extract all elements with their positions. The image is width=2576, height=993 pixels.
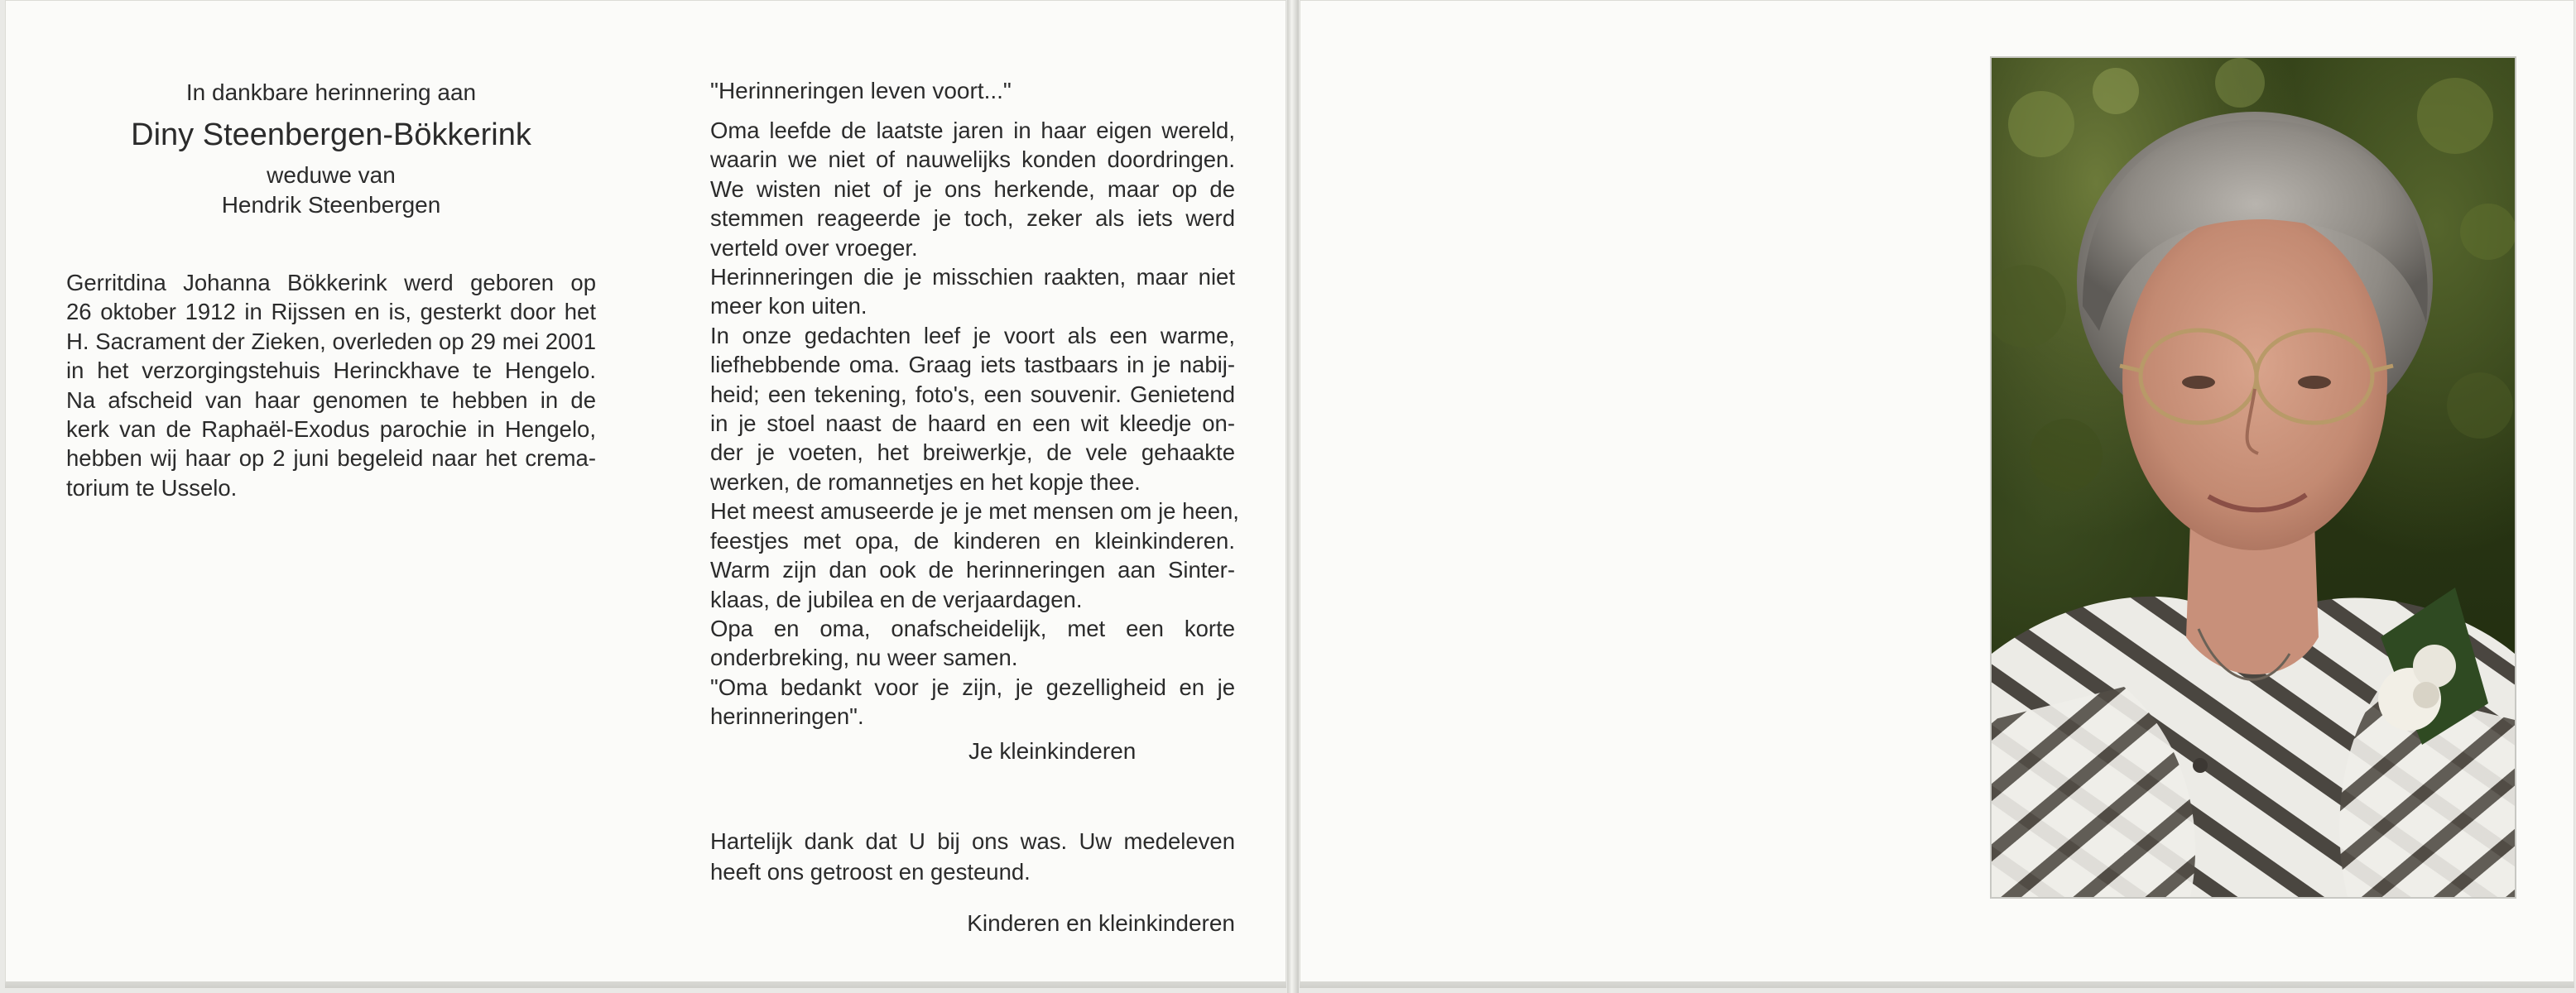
poem-line: der je voeten, het breiwerkje, de vele gehaakte xyxy=(710,439,1235,466)
poem-line: liefhebbende oma. Graag iets tastbaars in je nabij- xyxy=(710,352,1235,378)
poem-line: heid; een tekening, foto's, een souvenir. Genietend xyxy=(710,381,1235,407)
bio-line: kerk van de Raphaël-Exodus parochie in Hengelo, xyxy=(66,416,596,443)
bio-line: in het verzorgingstehuis Herinckhave te Hengelo. xyxy=(66,357,596,384)
bio-line: hebben wij haar op 2 juni begeleid naar het crema- xyxy=(66,445,596,472)
bio-line: Gerritdina Johanna Bökkerink werd geboren op xyxy=(66,270,596,295)
poem-line: Herinneringen die je misschien raakten, maar niet xyxy=(710,264,1235,290)
poem-line: feestjes met opa, de kinderen en kleinkinderen. xyxy=(710,527,1235,554)
poem-line: herinneringen". xyxy=(710,703,864,730)
portrait-photo-icon xyxy=(1990,56,2516,899)
poem-line: in je stoel naast de haard en een wit kleedje on- xyxy=(710,410,1235,437)
poem-line: Warm zijn dan ook de herinneringen aan Sinter- xyxy=(710,557,1235,583)
poem-line: verteld over vroeger. xyxy=(710,234,918,261)
poem-title: "Herinneringen leven voort..." xyxy=(710,78,1012,103)
poem-line: Opa en oma, onafscheidelijk, met een korte xyxy=(710,615,1235,641)
spouse-name: Hendrik Steenbergen xyxy=(221,192,441,218)
thanks-paragraph xyxy=(710,826,1235,887)
poem-text xyxy=(710,116,1239,732)
poem-line: onderbreking, nu weer samen. xyxy=(710,645,1018,671)
intro-text: In dankbare herinnering aan xyxy=(185,79,477,105)
poem-line: "Oma bedankt voor je zijn, je gezelligheid en je xyxy=(710,674,1235,700)
deceased-name: Diny Steenbergen-Bökkerink xyxy=(131,118,531,152)
poem-line: werken, de romannetjes en het kopje thee. xyxy=(710,468,1141,495)
poem-line: We wisten niet of je ons herkende, maar op de xyxy=(710,175,1235,202)
signature-grandchildren: Je kleinkinderen xyxy=(968,737,1137,764)
card-inner-left-page xyxy=(5,0,1286,988)
card-bottom-edge xyxy=(5,981,1286,988)
poem-line: klaas, de jubilea en de verjaardagen. xyxy=(710,586,1083,612)
memorial-heading-column xyxy=(66,76,596,502)
poem-line: In onze gedachten leef je voort als een warme, xyxy=(710,322,1235,348)
card-fold xyxy=(1287,0,1299,993)
poem-line: Het meest amuseerde je je met mensen om je heen, xyxy=(710,498,1239,525)
bio-line: H. Sacrament der Zieken, overleden op 29 mei 2001 xyxy=(66,328,596,354)
poem-line: meer kon uiten. xyxy=(710,293,867,319)
thanks-line: Hartelijk dank dat U bij ons was. Uw medeleven xyxy=(710,828,1235,854)
poem-line: stemmen reageerde je toch, zeker als iets werd xyxy=(710,205,1235,232)
card-bottom-edge xyxy=(1300,981,2574,988)
bio-line: 26 oktober 1912 in Rijssen en is, gesterkt door het xyxy=(66,299,596,325)
thanks-line: heeft ons getroost en gesteund. xyxy=(710,858,1031,885)
poem-line: Oma leefde de laatste jaren in haar eigen wereld, xyxy=(710,118,1235,143)
poem-line: waarin we niet of nauwelijks konden doordringen. xyxy=(710,146,1235,173)
bio-line: torium te Usselo. xyxy=(66,474,238,501)
biography-paragraph xyxy=(66,268,596,502)
widow-label: weduwe van xyxy=(267,162,396,188)
poem-column xyxy=(710,74,1239,938)
bio-line: Na afscheid van haar genomen te hebben in de xyxy=(66,386,596,413)
signature-children: Kinderen en kleinkinderen xyxy=(967,909,1235,936)
